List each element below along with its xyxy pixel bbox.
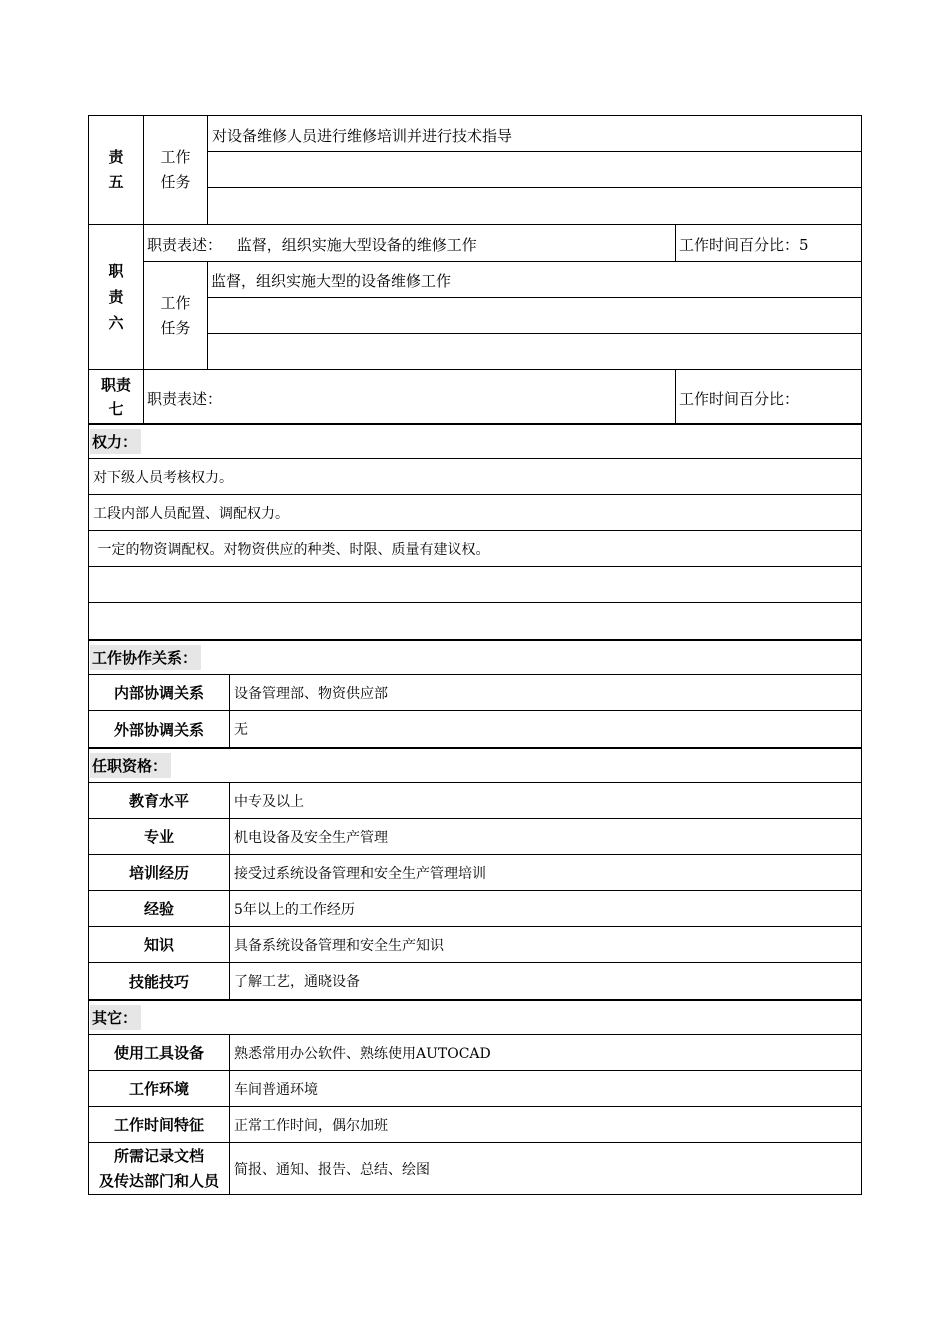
internal-coordination-label: 内部协调关系 — [89, 675, 230, 710]
duty-6-description — [144, 225, 676, 261]
duty-6-task-label: 工作 任务 — [144, 262, 208, 369]
cooperation-row-external — [89, 711, 861, 747]
experience-value: 5年以上的工作经历 — [234, 901, 355, 918]
tools-label: 使用工具设备 — [89, 1035, 230, 1070]
knowledge-label: 知识 — [89, 927, 230, 962]
duty-7-block — [89, 370, 861, 423]
qualification-row — [89, 963, 861, 999]
cooperation-row-internal — [89, 675, 861, 711]
knowledge-value: 具备系统设备管理和安全生产知识 — [234, 937, 444, 954]
authority-item — [89, 567, 861, 603]
other-row — [89, 1107, 861, 1143]
other-row — [89, 1071, 861, 1107]
qualification-header — [89, 747, 861, 783]
external-coordination-value: 无 — [234, 722, 248, 738]
environment-value: 车间普通环境 — [234, 1081, 318, 1098]
authority-header — [89, 423, 861, 459]
qualification-row — [89, 783, 861, 819]
training-value: 接受过系统设备管理和安全生产管理培训 — [234, 865, 486, 882]
authority-title: 权力： — [90, 429, 141, 454]
other-title: 其它： — [90, 1005, 141, 1030]
qualification-row — [89, 927, 861, 963]
work-time-label: 工作时间特征 — [89, 1107, 230, 1142]
qualification-row — [89, 891, 861, 927]
duty-7-time-percent: 工作时间百分比： — [679, 390, 800, 408]
work-time-value: 正常工作时间，偶尔加班 — [234, 1117, 388, 1134]
education-value: 中专及以上 — [234, 793, 304, 810]
authority-item: 工段内部人员配置、调配权力。 — [89, 495, 861, 531]
authority-item — [89, 603, 861, 639]
tools-value: 熟悉常用办公软件、熟练使用AUTOCAD — [234, 1045, 491, 1062]
duty-5-block — [89, 116, 861, 225]
duty-5-task-label: 工作 任务 — [144, 116, 208, 224]
external-coordination-label: 外部协调关系 — [89, 711, 230, 747]
major-label: 专业 — [89, 819, 230, 854]
other-row-documents — [89, 1143, 861, 1195]
job-description-table — [88, 115, 862, 1195]
experience-label: 经验 — [89, 891, 230, 926]
qualification-title: 任职资格： — [90, 753, 171, 778]
internal-coordination-value: 设备管理部、物资供应部 — [234, 685, 388, 702]
duty-7-label: 职责 七 — [89, 370, 144, 423]
cooperation-title: 工作协作关系： — [90, 645, 201, 670]
authority-item: 一定的物资调配权。对物资供应的种类、时限、质量有建议权。 — [89, 531, 861, 567]
skills-label: 技能技巧 — [89, 963, 230, 999]
duty-6-desc-label: 职责表述： — [147, 236, 223, 254]
duty-6-desc-text: 监督，组织实施大型设备的维修工作 — [236, 236, 477, 254]
duty-5-task-2 — [208, 152, 861, 188]
environment-label: 工作环境 — [89, 1071, 230, 1106]
duty-5-label: 责 五 — [89, 116, 144, 224]
duty-6-time-value: 5 — [799, 236, 809, 254]
documents-value: 简报、通知、报告、总结、绘图 — [234, 1161, 430, 1178]
education-label: 教育水平 — [89, 783, 230, 818]
other-header — [89, 999, 861, 1035]
authority-item: 对下级人员考核权力。 — [89, 459, 861, 495]
duty-6-task-1: 监督，组织实施大型的设备维修工作 — [208, 262, 861, 298]
skills-value: 了解工艺，通晓设备 — [234, 974, 360, 990]
duty-5-task-3 — [208, 188, 861, 224]
duty-5-task-1: 对设备维修人员进行维修培训并进行技术指导 — [208, 116, 861, 152]
duty-7-description: 职责表述： — [144, 370, 676, 423]
cooperation-header — [89, 639, 861, 675]
qualification-row — [89, 855, 861, 891]
duty-6-task-2 — [208, 298, 861, 334]
training-label: 培训经历 — [89, 855, 230, 890]
documents-label: 所需记录文档 及传达部门和人员 — [89, 1143, 230, 1194]
duty-6-task-3 — [208, 334, 861, 370]
major-value: 机电设备及安全生产管理 — [234, 829, 388, 846]
qualification-row — [89, 819, 861, 855]
other-row — [89, 1035, 861, 1071]
duty-6-time-percent: 工作时间百分比：5 — [679, 236, 809, 254]
duty-6-block — [89, 225, 861, 370]
duty-6-label: 职 责 六 — [89, 225, 144, 369]
